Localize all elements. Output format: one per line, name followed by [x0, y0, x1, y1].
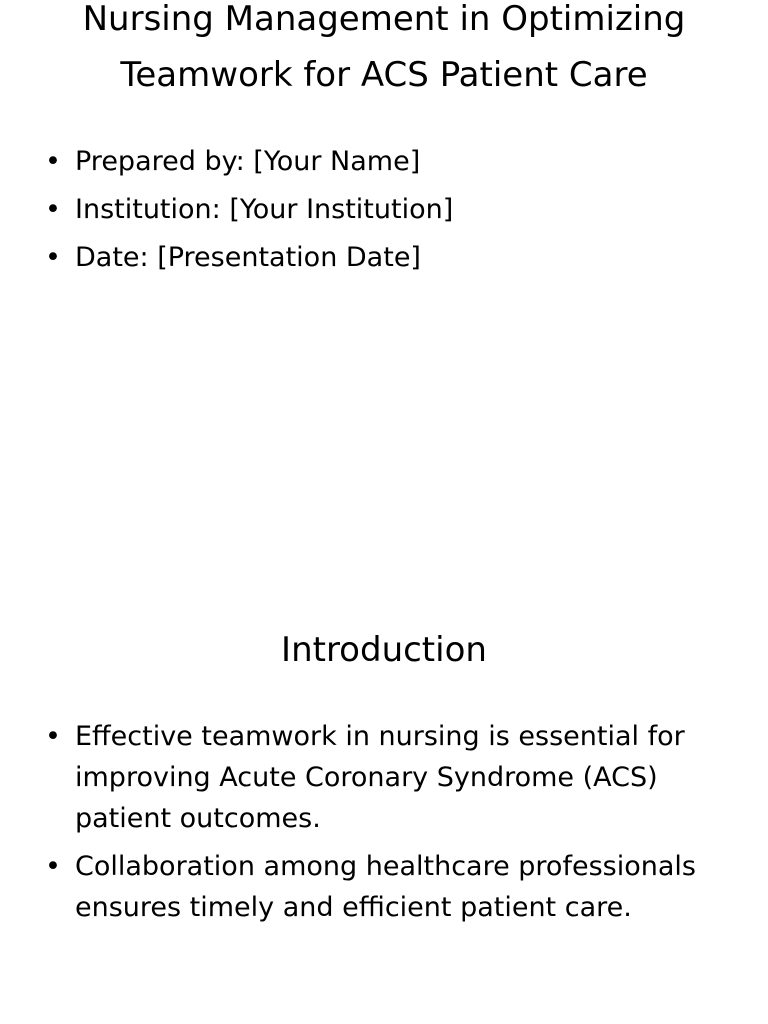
slide-title: Introduction	[281, 630, 487, 670]
bullet-text: Prepared by: [Your Name]	[75, 146, 421, 177]
slide-title: Nursing Management in Optimizing Teamwork for ACS Patient Care	[82, 0, 686, 95]
bullet-icon: •	[45, 721, 61, 752]
bullet-list	[40, 141, 720, 285]
list-item	[40, 716, 720, 839]
bullet-text: Date: [Presentation Date]	[75, 242, 421, 273]
list-item	[40, 846, 720, 928]
list-item	[40, 237, 720, 278]
bullet-text: Effective teamwork in nursing is essential for improving Acute Coronary Syndrome (ACS) patient outcomes.	[75, 721, 685, 834]
bullet-icon: •	[45, 194, 61, 225]
bullet-icon: •	[45, 146, 61, 177]
bullet-text: Institution: [Your Institution]	[75, 194, 454, 225]
list-item	[40, 141, 720, 182]
bullet-text: Collaboration among healthcare professionals ensures timely and efficient patient care.	[75, 851, 696, 923]
introduction-slide	[0, 576, 768, 1024]
bullet-icon: •	[45, 242, 61, 273]
bullet-list	[40, 716, 720, 935]
list-item	[40, 189, 720, 230]
bullet-icon: •	[45, 851, 61, 882]
